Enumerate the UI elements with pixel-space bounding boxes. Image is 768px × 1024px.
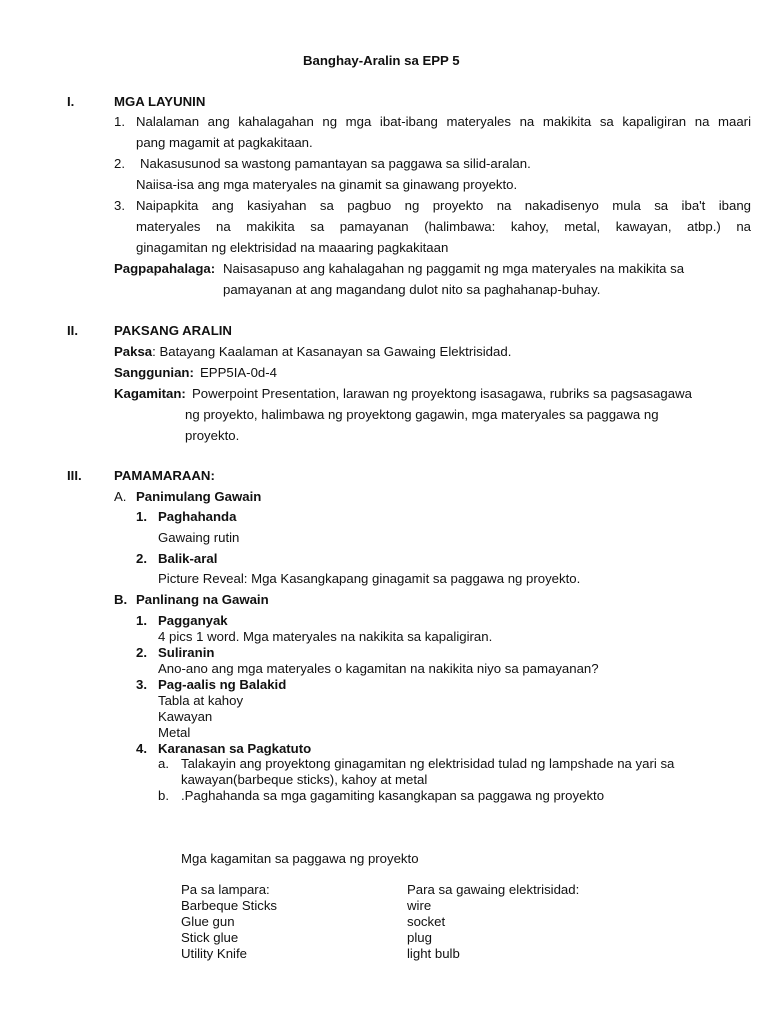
- a2-text: Picture Reveal: Mga Kasangkapang ginagamit sa paggawa ng proyekto.: [158, 571, 581, 586]
- section-2-numeral: II.: [67, 323, 78, 338]
- kagamitan-line-3: proyekto.: [185, 428, 240, 443]
- electrical-material-item: plug: [407, 930, 432, 945]
- a1-number: 1.: [136, 509, 147, 524]
- objective-1-number: 1.: [114, 114, 125, 129]
- b4a-letter: a.: [158, 756, 169, 771]
- objective-3-line-2: materyales na makikita sa pamayanan (halimbawa: kahoy, metal, kawayan, atbp.) na: [136, 219, 751, 234]
- paksa-label: Paksa: [114, 344, 153, 359]
- part-b-letter: B.: [114, 592, 128, 607]
- kagamitan-label: Kagamitan:: [114, 386, 186, 401]
- section-3-heading: PAMAMARAAN:: [114, 468, 215, 483]
- kagamitan-line-2: ng proyekto, halimbawa ng proyektong gagawin, mga materyales sa paggawa ng: [185, 407, 659, 422]
- b2-title: Suliranin: [158, 645, 215, 660]
- b1-title: Pagganyak: [158, 613, 228, 628]
- kagamitan-line-1: Powerpoint Presentation, larawan ng proyektong isasagawa, rubriks sa pagsasagawa: [192, 386, 692, 401]
- paksa-row: [114, 344, 511, 360]
- b4b-letter: b.: [158, 788, 169, 803]
- b1-number: 1.: [136, 613, 147, 628]
- b4b-line-1: .Paghahanda sa mga gagamiting kasangkapan sa paggawa ng proyekto: [181, 788, 605, 803]
- b2-text: Ano-ano ang mga materyales o kagamitan na nakikita niyo sa pamayanan?: [158, 661, 599, 676]
- objective-3-number: 3.: [114, 198, 125, 213]
- paksa-value: : Batayang Kaalaman at Kasanayan sa Gawaing Elektrisidad.: [152, 344, 512, 359]
- values-label: Pagpapahalaga:: [114, 261, 216, 276]
- part-b-title: Panlinang na Gawain: [136, 592, 269, 607]
- values-line-2: pamayanan at ang magandang dulot nito sa paghahanap-buhay.: [223, 282, 601, 297]
- electrical-material-item: socket: [407, 914, 446, 929]
- objective-2-line-2: Naiisa-isa ang mga materyales na ginamit sa ginawang proyekto.: [136, 177, 518, 192]
- part-a-letter: A.: [114, 489, 127, 504]
- materials-heading: Mga kagamitan sa paggawa ng proyekto: [181, 851, 419, 866]
- a2-number: 2.: [136, 551, 147, 566]
- b4-title: Karanasan sa Pagkatuto: [158, 741, 312, 756]
- b1-text: 4 pics 1 word. Mga materyales na nakikita sa kapaligiran.: [158, 629, 493, 644]
- objective-1-line-2: pang magamit at pagkakitaan.: [136, 135, 313, 150]
- sanggunian-label: Sanggunian:: [114, 365, 194, 380]
- b2-number: 2.: [136, 645, 147, 660]
- lamp-materials-header: Pa sa lampara:: [181, 882, 270, 897]
- objective-2-number: 2.: [114, 156, 125, 171]
- lamp-material-item: Barbeque Sticks: [181, 898, 278, 913]
- a1-title: Paghahanda: [158, 509, 237, 524]
- b4a-line-1: Talakayin ang proyektong ginagamitan ng elektrisidad tulad ng lampshade na yari sa: [181, 756, 675, 771]
- b4a-line-2: kawayan(barbeque sticks), kahoy at metal: [181, 772, 428, 787]
- sanggunian-value: EPP5IA-0d-4: [200, 365, 277, 380]
- objective-1-line-1: Nalalaman ang kahalagahan ng mga ibat-ibang materyales na makikita sa kapaligiran na maari: [136, 114, 751, 129]
- section-2-heading: PAKSANG ARALIN: [114, 323, 232, 338]
- b3-title: Pag-aalis ng Balakid: [158, 677, 287, 692]
- lamp-material-item: Utility Knife: [181, 946, 247, 961]
- b4-number: 4.: [136, 741, 147, 756]
- lamp-material-item: Stick glue: [181, 930, 239, 945]
- b3-item: Kawayan: [158, 709, 213, 724]
- electrical-material-item: light bulb: [407, 946, 460, 961]
- a1-text: Gawaing rutin: [158, 530, 240, 545]
- objective-2-line-1: Nakasusunod sa wastong pamantayan sa paggawa sa silid-aralan.: [140, 156, 531, 171]
- b3-number: 3.: [136, 677, 147, 692]
- document-title: Banghay-Aralin sa EPP 5: [303, 53, 460, 68]
- objective-3-line-3: ginagamitan ng elektrisidad na maaaring pagkakitaan: [136, 240, 449, 255]
- electrical-material-item: wire: [407, 898, 432, 913]
- section-1-heading: MGA LAYUNIN: [114, 94, 206, 109]
- lamp-material-item: Glue gun: [181, 914, 235, 929]
- b3-item: Metal: [158, 725, 191, 740]
- a2-title: Balik-aral: [158, 551, 218, 566]
- part-a-title: Panimulang Gawain: [136, 489, 262, 504]
- electrical-materials-header: Para sa gawaing elektrisidad:: [407, 882, 580, 897]
- objective-3-line-1: Naipapkita ang kasiyahan sa pagbuo ng proyekto na nakadisenyo mula sa iba't ibang: [136, 198, 751, 213]
- section-3-numeral: III.: [67, 468, 82, 483]
- b3-item: Tabla at kahoy: [158, 693, 244, 708]
- values-line-1: Naisasapuso ang kahalagahan ng paggamit ng mga materyales na makikita sa: [223, 261, 685, 276]
- section-1-numeral: I.: [67, 94, 75, 109]
